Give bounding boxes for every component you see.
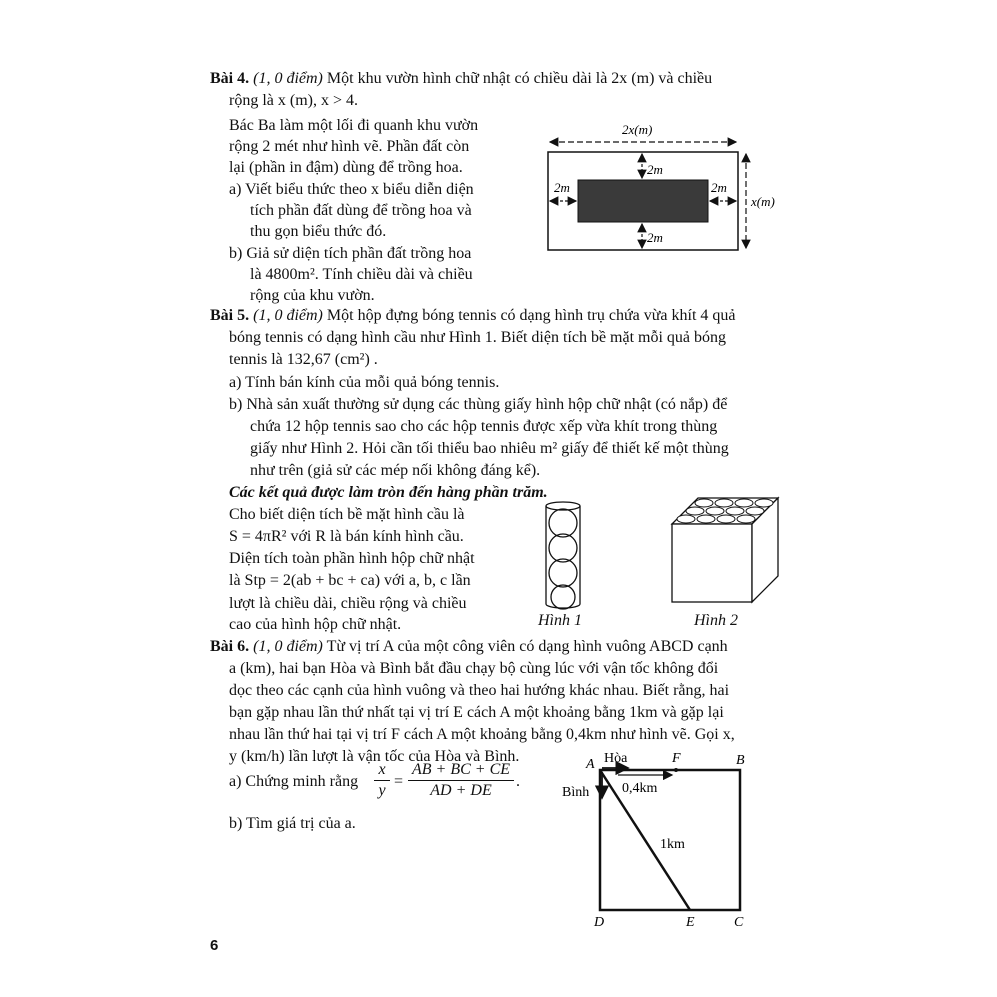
bai5-hint-1: Cho biết diện tích bề mặt hình cầu là <box>229 506 465 523</box>
bai5-line2: bóng tennis có dạng hình cầu như Hình 1. Biết diện tích bề mặt mỗi quả bóng <box>229 329 727 346</box>
bai4-b-3: rộng của khu vườn. <box>250 287 375 304</box>
bai5-hint-3: Diện tích toàn phần hình hộp chữ nhật <box>229 550 475 567</box>
bai5-a: a) Tính bán kính của mỗi quả bóng tennis. <box>229 374 500 391</box>
fraction-denominator: AD + DE <box>430 782 492 799</box>
gap-bottom-label: 2m <box>647 230 663 245</box>
park-square-figure <box>560 748 760 928</box>
fraction-right <box>408 760 514 801</box>
point-f <box>674 768 678 772</box>
bai5-b-1: b) Nhà sản xuất thường sử dụng các thùng giấy hình hộp chữ nhật (có nắp) để <box>229 396 728 413</box>
label-1km: 1km <box>660 837 685 852</box>
bai4-a-1: a) Viết biểu thức theo x biểu diễn diện <box>229 181 474 198</box>
bai6-line5: nhau lần thứ hai tại vị trí F cách A một khoảng bằng 0,4km như hình vẽ. Gọi x, <box>229 726 735 743</box>
dim-top-label: 2x(m) <box>622 122 653 137</box>
bai5-hint-6: cao của hình hộp chữ nhật. <box>229 616 402 633</box>
label-c: C <box>734 915 744 928</box>
bai5-points: (1, 0 điểm) <box>253 307 323 324</box>
tennis-ball <box>549 534 577 562</box>
bai5-b-3: giấy như Hình 2. Hỏi cần tối thiểu bao nhiêu m² giấy để thiết kế một thùng <box>250 440 729 457</box>
bai4-label: Bài 4. <box>210 70 250 87</box>
bai6-points: (1, 0 điểm) <box>253 638 323 655</box>
bai5-hint-5: lượt là chiều dài, chiều rộng và chiều <box>229 595 467 612</box>
bai4-b-2: là 4800m². Tính chiều dài và chiều <box>250 266 473 283</box>
bai6-line2: a (km), hai bạn Hòa và Bình bắt đầu chạy bộ cùng lúc với vận tốc không đổi <box>229 660 719 677</box>
fraction-x: x <box>378 761 386 778</box>
tennis-ball <box>549 559 577 587</box>
bai5-line1 <box>210 306 736 326</box>
bai4-line2: rộng là x (m), x > 4. <box>229 92 358 109</box>
fraction-y: y <box>378 782 386 799</box>
label-e: E <box>686 915 695 928</box>
label-04km: 0,4km <box>622 781 658 796</box>
bai6-b: b) Tìm giá trị của a. <box>229 815 356 832</box>
gap-right-label: 2m <box>711 180 727 195</box>
fraction-period: . <box>516 773 520 790</box>
tennis-ball <box>551 585 575 609</box>
bai6-line3: dọc theo các cạnh của hình vuông và theo hai hướng khác nhau. Biết rằng, hai <box>229 682 730 699</box>
garden-figure <box>540 118 800 258</box>
bai5-hint-2: S = 4πR² với R là bán kính hình cầu. <box>229 528 464 545</box>
hinh2-caption: Hình 2 <box>694 612 738 629</box>
bai4-para-2: rộng 2 mét như hình vẽ. Phần đất còn <box>229 138 470 155</box>
fraction-numerator: AB + BC + CE <box>411 761 511 778</box>
bai5-hint-4: là Stp = 2(ab + bc + ca) với a, b, c lần <box>229 572 471 589</box>
bai4-text-1: Một khu vườn hình chữ nhật có chiều dài là 2x (m) và chiều <box>326 70 713 87</box>
bai4-points: (1, 0 điểm) <box>253 70 323 87</box>
label-f: F <box>672 751 681 766</box>
bai6-text-1: Từ vị trí A của một công viên có dạng hình vuông ABCD cạnh <box>326 638 728 655</box>
fraction-x-over-y <box>374 760 390 801</box>
flower-bed-rect <box>578 180 708 222</box>
dim-side-label: x(m) <box>751 194 775 209</box>
bai5-line3: tennis là 132,67 (cm²) . <box>229 351 378 368</box>
hinh1-caption: Hình 1 <box>538 612 582 629</box>
label-hoa: Hòa <box>604 751 628 766</box>
bai5-text-1: Một hộp đựng bóng tennis có dạng hình trụ chứa vừa khít 4 quả <box>326 307 736 324</box>
bai4-b-1: b) Giả sử diện tích phần đất trồng hoa <box>229 245 472 262</box>
tennis-ball <box>549 509 577 537</box>
bai6-a-prefix: a) Chứng minh rằng <box>229 773 359 790</box>
tennis-tube-figure <box>541 500 585 612</box>
gap-top-label: 2m <box>647 162 663 177</box>
bai5-label: Bài 5. <box>210 307 250 324</box>
equals-sign: = <box>394 773 404 790</box>
gap-left-label: 2m <box>554 180 570 195</box>
label-b: B <box>736 753 745 768</box>
bai5-rounding-note: Các kết quả được làm tròn đến hàng phần trăm. <box>229 484 548 501</box>
bai4-a-2: tích phần đất dùng để trồng hoa và <box>250 202 472 219</box>
bai4-para-3: lại (phần in đậm) dùng để trồng hoa. <box>229 159 463 176</box>
bai4-a-3: thu gọn biểu thức đó. <box>250 223 387 240</box>
bai4-line1 <box>210 69 712 89</box>
label-d: D <box>594 915 605 928</box>
label-a: A <box>586 757 595 772</box>
bai6-line4: bạn gặp nhau lần thứ nhất tại vị trí E cách A một khoảng bằng 1km và gặp lại <box>229 704 724 721</box>
bai5-b-4: như trên (giả sử các mép nối không đáng kể). <box>250 462 541 479</box>
bai6-label: Bài 6. <box>210 638 250 655</box>
page-number: 6 <box>210 937 219 954</box>
tennis-box-figure <box>668 496 788 606</box>
label-binh: Bình <box>562 785 590 800</box>
bai6-line1 <box>210 637 728 657</box>
bai4-para-1: Bác Ba làm một lối đi quanh khu vườn <box>229 117 479 134</box>
bai5-b-2: chứa 12 hộp tennis sao cho các hộp tennis được xếp vừa khít trong thùng <box>250 418 718 435</box>
bai6-line6: y (km/h) lần lượt là vận tốc của Hòa và Bình. <box>229 748 520 765</box>
